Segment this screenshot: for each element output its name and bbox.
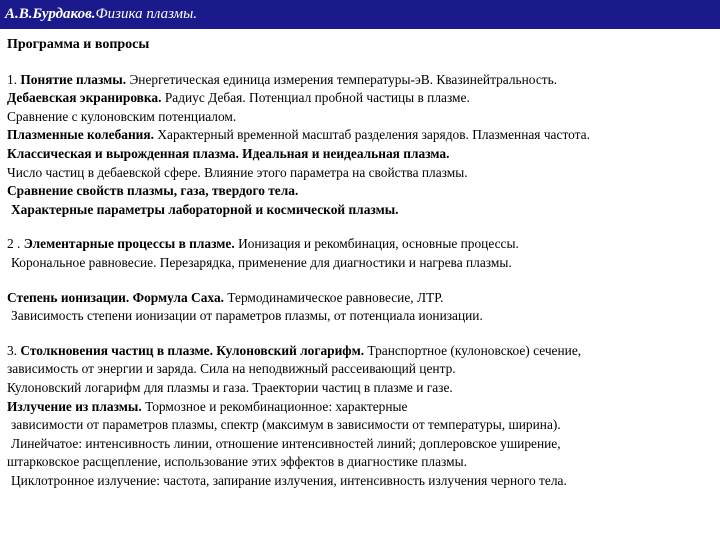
- s2-l3-bold: Степень ионизации. Формула Саха.: [7, 289, 224, 305]
- s3-line-8: Циклотронное излучение: частота, запирание излучения, интенсивность излучения черного тела.: [11, 472, 567, 488]
- s2-line-2: Корональное равновесие. Перезарядка, применение для диагностики и нагрева плазмы.: [11, 254, 512, 270]
- s3-num: 3.: [7, 342, 21, 358]
- header-title: Физика плазмы.: [95, 6, 198, 22]
- s1-line-7: [7, 182, 713, 201]
- s3-line-2: зависимость от энергии и заряда. Сила на неподвижный рассеивающий центр.: [7, 361, 456, 377]
- s3-line-5: зависимости от параметров плазмы, спектр (максимум в зависимости от температуры, ширина).: [11, 417, 561, 433]
- s1-l1-bold: Понятие плазмы.: [20, 71, 127, 87]
- s2-line-3: [7, 289, 713, 308]
- s1-line-5: [7, 145, 713, 164]
- s1-l8-bold: Характерные параметры лабораторной и космической плазмы.: [11, 201, 399, 217]
- s2-num: 2 .: [7, 236, 24, 252]
- s2-l3-text: Термодинамическое равновесие, ЛТР.: [223, 289, 444, 305]
- s3-l4-bold: Излучение из плазмы.: [7, 398, 142, 414]
- page-title: Программа и вопросы: [7, 37, 150, 52]
- spacer: [7, 219, 713, 235]
- s1-line-2: [7, 89, 713, 108]
- s3-l1-text: Транспортное (кулоновское) сечение,: [364, 342, 582, 358]
- s1-line-3: Сравнение с кулоновским потенциалом.: [7, 108, 237, 124]
- s2-l1-text: Ионизация и рекомбинация, основные процессы.: [234, 236, 519, 252]
- s1-l2-bold: Дебаевская экранировка.: [7, 90, 162, 106]
- s2-line-4: Зависимость степени ионизации от параметров плазмы, от потенциала ионизации.: [11, 308, 483, 324]
- s1-line-6: Число частиц в дебаевской сфере. Влияние этого параметра на свойства плазмы.: [7, 164, 468, 180]
- s3-l4-text: Тормозное и рекомбинационное: характерные: [141, 398, 408, 414]
- s1-line-1: [7, 71, 713, 90]
- slide-header: [0, 0, 720, 29]
- s2-l1-bold: Элементарные процессы в плазме.: [23, 236, 235, 252]
- s1-l7-bold: Сравнение свойств плазмы, газа, твердого тела.: [7, 183, 299, 199]
- s3-line-6: Линейчатое: интенсивность линии, отношение интенсивностей линий; доплеровское уширение,: [11, 435, 561, 451]
- s1-line-8: [7, 201, 713, 220]
- s1-l1-text: Энергетическая единица измерения температуры-эВ. Квазинейтральность.: [126, 71, 558, 87]
- s3-line-1: [7, 342, 713, 361]
- spacer: [7, 273, 713, 289]
- s1-l2-text: Радиус Дебая. Потенциал пробной частицы в плазме.: [161, 90, 470, 106]
- s1-l4-text: Характерный временной масштаб разделения зарядов. Плазменная частота.: [153, 127, 590, 143]
- s3-line-7: штарковское расщепление, использование этих эффектов в диагностике плазмы.: [7, 454, 467, 470]
- s1-line-4: [7, 126, 713, 145]
- spacer: [7, 326, 713, 342]
- s1-num: 1.: [7, 71, 21, 87]
- s3-line-4: [7, 398, 713, 417]
- s2-line-1: [7, 235, 713, 254]
- s1-l5-bold: Классическая и вырожденная плазма. Идеальная и неидеальная плазма.: [7, 145, 450, 161]
- s3-line-3: Кулоновский логарифм для плазмы и газа. Траектории частиц в плазме и газе.: [7, 379, 453, 395]
- slide-content: [7, 36, 713, 490]
- header-author: А.В.Бурдаков.: [5, 6, 96, 22]
- s3-l1-bold: Столкновения частиц в плазме. Кулоновский логарифм.: [20, 342, 365, 358]
- s1-l4-bold: Плазменные колебания.: [7, 127, 154, 143]
